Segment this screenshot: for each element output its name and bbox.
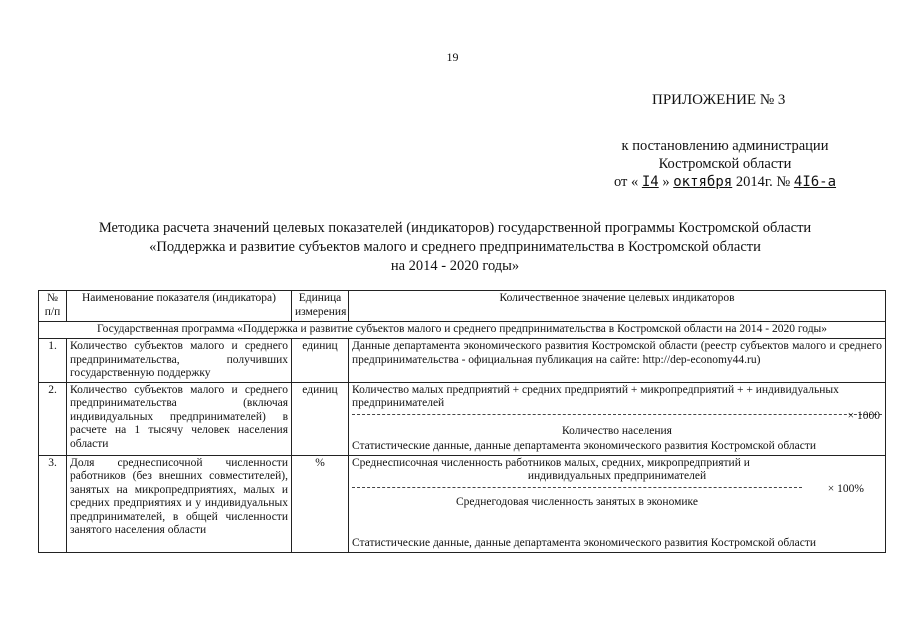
row-value: Данные департамента экономического развития Костромской области (реестр субъектов малого и среднего предпринимательства - официальная публикация на сайте: http://dep-economy44.ru) <box>349 339 886 383</box>
formula-numerator-line-2: индивидуальных предпринимателей <box>527 470 707 482</box>
decree-quote-close: » <box>662 174 670 190</box>
formula-denominator: Количество населения <box>562 424 672 437</box>
title-line-1: Методика расчета значений целевых показателей (индикаторов) государственной программы Костромской области <box>98 220 812 236</box>
formula-numerator: Количество малых предприятий + средних предприятий + микропредприятий + + индивидуальных предпринимателей <box>352 383 839 409</box>
row-num: 1. <box>39 339 67 383</box>
decree-line-2: Костромской области <box>658 156 792 172</box>
table-row <box>39 339 886 383</box>
program-cell: Государственная программа «Поддержка и развитие субъектов малого и среднего предпринимательства в Костромской области на 2014 - 2020 годы» <box>39 322 886 339</box>
formula-source: Статистические данные, данные департамента экономического развития Костромской области <box>352 440 817 452</box>
header-unit: Единица измерения <box>292 291 349 322</box>
row-num: 2. <box>39 382 67 455</box>
formula-denominator: Среднегодовая численность занятых в экономике <box>456 495 698 508</box>
program-row <box>39 322 886 339</box>
fraction-line <box>352 414 882 415</box>
row-num: 3. <box>39 455 67 552</box>
header-name: Наименование показателя (индикатора) <box>67 291 292 322</box>
document-title <box>60 219 850 276</box>
title-line-2: «Поддержка и развитие субъектов малого и среднего предпринимательства в Костромской области <box>149 239 761 255</box>
row-unit: единиц <box>292 382 349 455</box>
appendix-title: ПРИЛОЖЕНИЕ № 3 <box>652 92 786 108</box>
decree-month: октября <box>673 174 733 190</box>
page-number: 19 <box>446 50 459 64</box>
header-value: Количественное значение целевых индикаторов <box>349 291 886 322</box>
decree-line-1: к постановлению администрации <box>621 138 829 154</box>
decree-number: 4I6-а <box>793 174 837 190</box>
decree-year: 2014г. № <box>735 174 791 190</box>
decree-reference <box>560 137 890 191</box>
table-header-row <box>39 291 886 322</box>
decree-from: от « <box>613 174 639 190</box>
decree-day: I4 <box>641 174 659 190</box>
table-row <box>39 455 886 552</box>
table-row <box>39 382 886 455</box>
row-name: Количество субъектов малого и среднего предпринимательства, получивших государственную поддержку <box>67 339 292 383</box>
row-formula <box>349 455 886 552</box>
formula-source: Статистические данные, данные департамента экономического развития Костромской области <box>352 537 817 549</box>
title-line-3: на 2014 - 2020 годы» <box>390 258 520 274</box>
row-name: Количество субъектов малого и среднего предпринимательства (включая индивидуальных предпринимателей) в расчете на 1 тысячу человек населения области <box>67 382 292 455</box>
row-formula <box>349 382 886 455</box>
header-num: № п/п <box>39 291 67 322</box>
formula-multiplier: × 100% <box>827 482 864 495</box>
row-unit: единиц <box>292 339 349 383</box>
row-unit: % <box>292 455 349 552</box>
indicators-table <box>38 290 886 553</box>
fraction-line <box>352 487 802 488</box>
decree-date-line <box>560 173 890 191</box>
formula-multiplier: × 1000 <box>847 409 880 422</box>
row-name: Доля среднесписочной численности работников (без внешних совместителей), занятых на микропредприятиях, малых и средних предприятиях и у индивидуальных предпринимателей, в общей численности занятого населения области <box>67 455 292 552</box>
formula-numerator-line-1: Среднесписочная численность работников малых, средних, микропредприятий и <box>352 456 750 469</box>
